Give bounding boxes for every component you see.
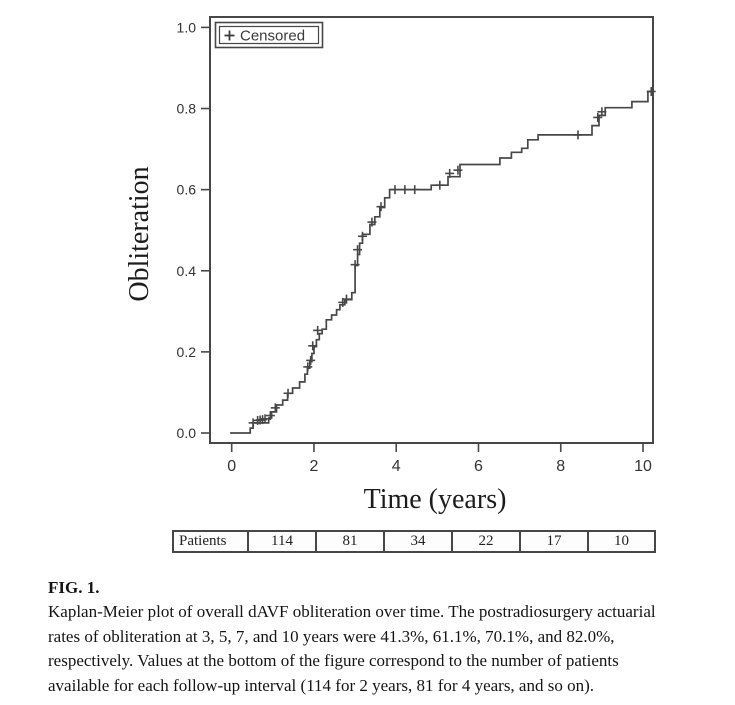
risk-table-value: 81 xyxy=(315,532,383,551)
figure-caption-line: rates of obliteration at 3, 5, 7, and 10 years were 41.3%, 61.1%, 70.1%, and 82.0%, xyxy=(48,626,615,646)
risk-table-value: 17 xyxy=(519,532,587,551)
patients-table xyxy=(172,530,656,553)
figure-caption xyxy=(48,576,700,698)
figure-caption-line: available for each follow-up interval (114 for 2 years, 81 for 4 years, and so on). xyxy=(48,675,595,695)
figure-caption-line: respectively. Values at the bottom of the figure correspond to the number of patients xyxy=(48,651,619,670)
risk-table-value: 22 xyxy=(451,532,519,551)
x-tick-label: 2 xyxy=(309,458,319,475)
x-tick-label: 10 xyxy=(634,458,652,475)
y-axis-title: Obliteration xyxy=(124,166,155,302)
x-tick-label: 0 xyxy=(227,458,237,475)
risk-table-row-label: Patients xyxy=(179,533,227,549)
censor-plus-icon xyxy=(353,245,362,254)
censor-plus-icon xyxy=(435,181,444,190)
censor-plus-icon xyxy=(400,185,409,194)
caption-text xyxy=(48,600,700,698)
legend-box xyxy=(216,23,323,48)
y-tick-label: 0.8 xyxy=(176,100,196,117)
y-tick-label: 0.4 xyxy=(176,262,196,279)
censor-plus-icon xyxy=(593,113,602,122)
censor-plus-icon xyxy=(453,166,462,175)
y-tick-label: 0.0 xyxy=(176,425,196,441)
survival-step-curve xyxy=(230,92,653,434)
figure-label: FIG. 1. xyxy=(48,578,100,597)
censor-plus-icon xyxy=(410,185,419,194)
plot-frame xyxy=(210,17,653,443)
censor-plus-icon xyxy=(390,185,399,194)
x-axis-ticks xyxy=(227,444,652,475)
x-tick-label: 8 xyxy=(556,458,566,475)
figure-caption-line: Kaplan-Meier plot of overall dAVF obliteration over time. The postradiosurgery actuarial xyxy=(48,602,656,621)
risk-table-value: 114 xyxy=(247,532,315,551)
risk-table-value: 10 xyxy=(587,532,654,551)
y-tick-label: 1.0 xyxy=(176,19,196,36)
legend-label: Censored xyxy=(240,27,306,45)
censor-plus-icon xyxy=(284,389,293,398)
x-axis-title: Time (years) xyxy=(363,484,507,515)
censor-plus-icon xyxy=(358,232,367,241)
km-curve xyxy=(230,92,653,434)
risk-table-value: 34 xyxy=(383,532,451,551)
censor-plus-icon xyxy=(574,130,583,139)
x-tick-label: 6 xyxy=(474,458,483,475)
y-tick-label: 0.2 xyxy=(176,343,196,360)
y-tick-label: 0.6 xyxy=(176,181,196,198)
censored-marks xyxy=(249,87,656,427)
x-tick-label: 4 xyxy=(391,458,401,475)
y-axis-ticks xyxy=(177,19,210,441)
